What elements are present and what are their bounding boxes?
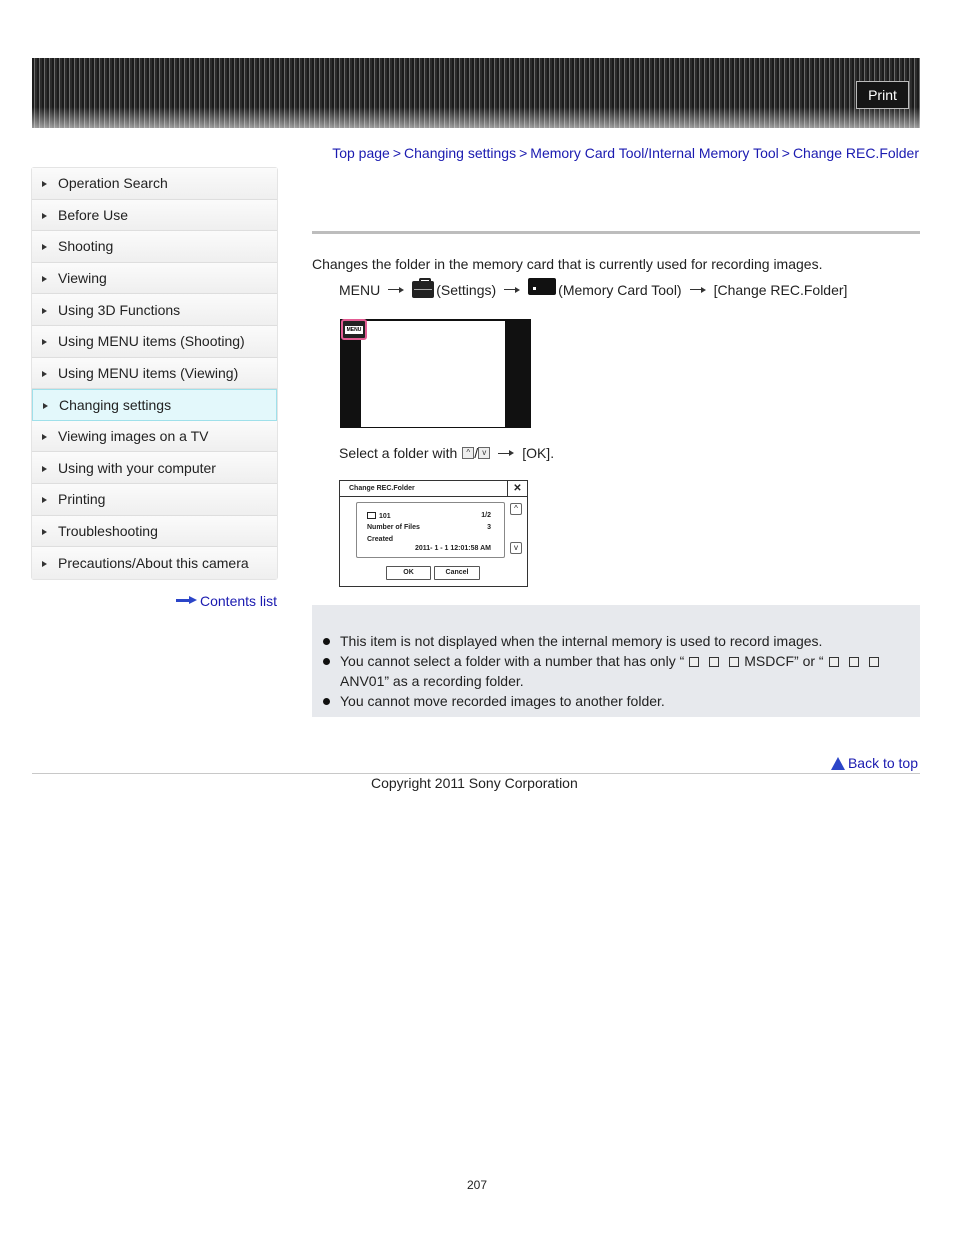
copyright-text: Copyright 2011 Sony Corporation [371, 775, 578, 791]
menu-path-change-rec-folder: [Change REC.Folder] [713, 281, 848, 298]
sidebar-item-label: Using 3D Functions [58, 301, 181, 318]
menu-path-settings: (Settings) [436, 281, 497, 298]
menu-path [339, 281, 847, 298]
folder-icon [367, 512, 376, 519]
arrow-right-icon [42, 371, 47, 377]
note-text: MSDCF” or “ [744, 653, 824, 669]
arrow-right-icon [498, 449, 514, 457]
dialog-title-bar [340, 481, 527, 497]
note-item [322, 631, 912, 651]
camera-screen-change-folder [339, 480, 528, 587]
back-to-top-label: Back to top [847, 755, 918, 771]
folder-row [367, 512, 491, 520]
sidebar-item-computer[interactable] [32, 452, 277, 484]
page-number: 207 [466, 1178, 488, 1192]
breadcrumb-memory-card-tool[interactable]: Memory Card Tool/Internal Memory Tool [530, 145, 779, 161]
back-to-top-link[interactable] [831, 755, 918, 771]
sidebar-item-label: Before Use [58, 206, 129, 223]
note-text: ANV01” as a recording folder. [340, 673, 524, 689]
arrow-right-icon [504, 286, 520, 294]
sidebar-item-label: Changing settings [59, 396, 172, 413]
arrow-right-icon [42, 339, 47, 345]
triangle-up-icon [831, 757, 845, 770]
square-icon [849, 657, 859, 667]
sidebar-item-troubleshooting[interactable] [32, 516, 277, 548]
arrow-right-icon [42, 434, 47, 440]
sidebar-item-label: Precautions/About this camera [58, 554, 249, 571]
arrow-right-icon [388, 286, 404, 294]
contents-list-label: Contents list [200, 593, 278, 609]
note-text: You cannot select a folder with a number that has only “ [340, 653, 685, 669]
screen-display-area [361, 321, 505, 427]
sidebar-item-label: Viewing [58, 270, 107, 287]
scroll-up-icon: ^ [510, 503, 522, 515]
camera-screen-menu [340, 319, 531, 428]
arrow-right-icon [42, 466, 47, 472]
breadcrumb-separator: > [781, 145, 790, 161]
notes-list [322, 631, 912, 711]
sidebar-item-changing-settings[interactable] [32, 389, 277, 421]
breadcrumb-change-rec-folder[interactable]: Change REC.Folder [792, 145, 919, 161]
files-row [367, 524, 491, 531]
breadcrumb-changing-settings[interactable]: Changing settings [404, 145, 517, 161]
sidebar-item-label: Using MENU items (Viewing) [58, 364, 239, 381]
square-icon [869, 657, 879, 667]
created-value-row [367, 545, 491, 552]
dialog-title: Change REC.Folder [349, 485, 415, 492]
sidebar-item-viewing[interactable] [32, 263, 277, 295]
header-banner [32, 58, 920, 128]
menu-path-menu: MENU [339, 281, 381, 298]
square-icon [709, 657, 719, 667]
arrow-right-icon [43, 403, 48, 409]
sidebar-item-label: Operation Search [58, 175, 168, 192]
folder-info-panel [356, 502, 505, 558]
arrow-right-icon [42, 276, 47, 282]
page-description: Changes the folder in the memory card that is currently used for recording images. [312, 256, 823, 272]
down-arrow-icon: v [478, 447, 490, 459]
sidebar-item-precautions[interactable] [32, 547, 277, 579]
square-icon [829, 657, 839, 667]
arrow-right-icon [42, 244, 47, 250]
select-slash: / [474, 445, 479, 461]
notes-box [312, 605, 920, 717]
sidebar-item-printing[interactable] [32, 484, 277, 516]
sidebar-nav [31, 167, 278, 580]
square-icon [689, 657, 699, 667]
note-item [322, 691, 912, 711]
arrow-right-icon [42, 497, 47, 503]
close-icon: ✕ [507, 481, 527, 496]
created-value: 2011- 1 - 1 12:01:58 AM [414, 545, 491, 552]
settings-toolbox-icon [412, 281, 434, 298]
menu-path-memory-card-tool: (Memory Card Tool) [558, 281, 682, 298]
sidebar-item-menu-shooting[interactable] [32, 326, 277, 358]
files-value: 3 [487, 524, 491, 531]
select-ok: [OK]. [522, 445, 555, 461]
sidebar-item-label: Viewing images on a TV [58, 428, 209, 445]
arrow-right-icon [42, 181, 47, 187]
sidebar-item-shooting[interactable] [32, 231, 277, 263]
note-item [322, 651, 912, 691]
arrow-right-icon [176, 596, 198, 606]
menu-button-highlight [341, 319, 367, 340]
created-row [367, 536, 491, 543]
arrow-right-icon [42, 308, 47, 314]
arrow-right-icon [690, 286, 706, 294]
square-icon [729, 657, 739, 667]
breadcrumb-top-page[interactable]: Top page [332, 145, 390, 161]
sidebar-item-before-use[interactable] [32, 200, 277, 232]
sidebar-item-label: Using MENU items (Shooting) [58, 333, 245, 350]
arrow-right-icon [42, 213, 47, 219]
select-prefix: Select a folder with [339, 445, 458, 461]
note-text: You cannot move recorded images to another folder. [340, 693, 665, 709]
select-folder-instruction [339, 445, 554, 461]
sidebar-item-label: Using with your computer [58, 459, 216, 476]
contents-list-link[interactable] [176, 593, 277, 609]
title-divider [312, 231, 920, 234]
sidebar-item-label: Printing [58, 491, 106, 508]
sidebar-item-operation-search[interactable] [32, 168, 277, 200]
dialog-cancel-button: Cancel [434, 566, 480, 580]
sidebar-item-viewing-tv[interactable] [32, 421, 277, 453]
breadcrumb-separator: > [519, 145, 528, 161]
dialog-ok-button: OK [386, 566, 431, 580]
print-button[interactable]: Print [856, 81, 909, 109]
breadcrumb-separator: > [392, 145, 402, 161]
folder-number: 101 [379, 513, 391, 520]
created-label: Created [367, 536, 394, 543]
arrow-right-icon [42, 561, 47, 567]
sidebar-item-menu-viewing[interactable] [32, 358, 277, 390]
footer-divider [32, 773, 920, 774]
memory-card-icon [528, 278, 556, 295]
breadcrumb [332, 145, 919, 161]
note-text: This item is not displayed when the internal memory is used to record images. [340, 633, 823, 649]
sidebar-item-label: Shooting [58, 238, 114, 255]
sidebar-item-label: Troubleshooting [58, 522, 158, 539]
arrow-right-icon [42, 529, 47, 535]
menu-button-label: MENU [346, 326, 362, 333]
folder-page: 1/2 [481, 512, 491, 519]
scroll-down-icon: v [510, 542, 522, 554]
up-arrow-icon: ^ [462, 447, 474, 459]
sidebar-item-3d-functions[interactable] [32, 294, 277, 326]
files-label: Number of Files [367, 524, 420, 531]
